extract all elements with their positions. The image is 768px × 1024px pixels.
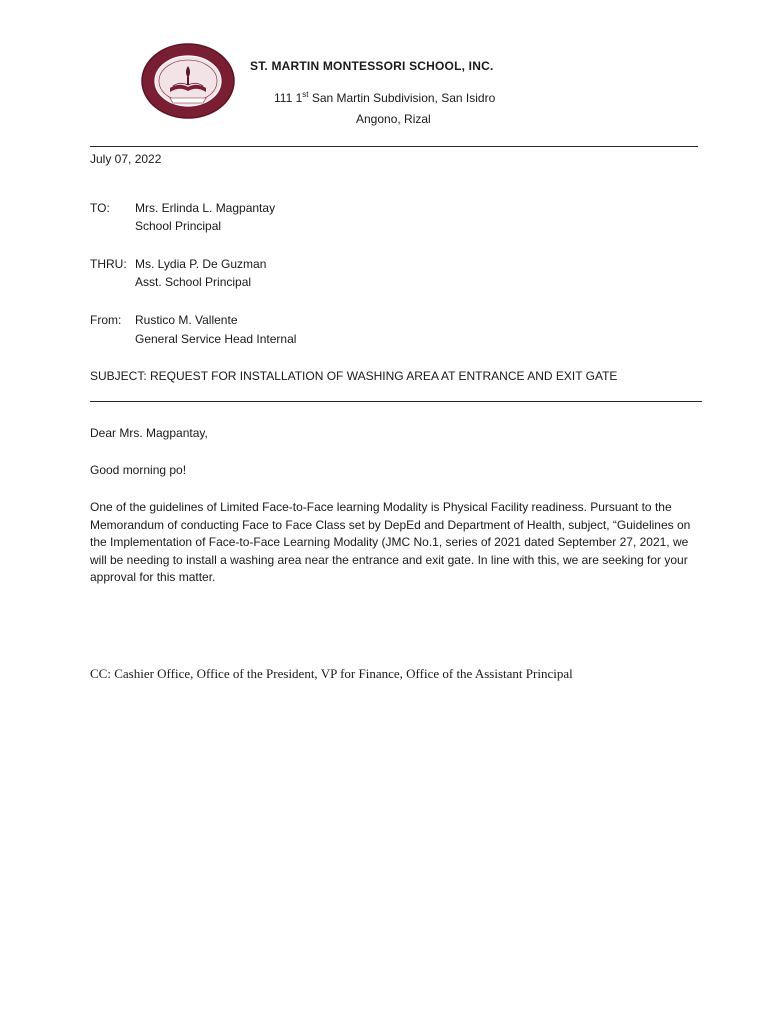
thru-label: THRU: (90, 257, 127, 271)
school-seal-logo (140, 42, 236, 120)
from-label: From: (90, 313, 122, 327)
address-line-1 (274, 90, 495, 106)
body-paragraph: One of the guidelines of Limited Face-to-Face learning Modality is Physical Facility readiness. Pursuant to the Memorandum of conducting Face to Face Class set by DepEd and Department of Health, subject, “Guidelines on the Implementation of Face-to-Face Learning Modality (JMC No.1, series of 2021 dated September 27, 2021, we will be needing to install a washing area near the entrance and exit gate. In line with this, we are seeking for your approval for this matter. (90, 500, 691, 585)
from-name: Rustico M. Vallente (135, 313, 238, 327)
to-label: TO: (90, 201, 110, 215)
address-superscript: st (302, 90, 309, 99)
to-title: School Principal (135, 219, 222, 233)
thru-name: Ms. Lydia P. De Guzman (135, 257, 267, 271)
thru-title: Asst. School Principal (135, 275, 252, 289)
school-name: ST. MARTIN MONTESSORI SCHOOL, INC. (250, 59, 494, 73)
from-title: General Service Head Internal (135, 332, 297, 346)
subject-line: SUBJECT: REQUEST FOR INSTALLATION OF WASHING AREA AT ENTRANCE AND EXIT GATE (90, 369, 618, 383)
subject-divider (90, 401, 702, 402)
greeting: Good morning po! (90, 463, 187, 477)
address-number: 111 1 (274, 91, 303, 105)
to-name: Mrs. Erlinda L. Magpantay (135, 201, 276, 215)
salutation: Dear Mrs. Magpantay, (90, 426, 208, 440)
letter-date: July 07, 2022 (90, 152, 162, 166)
header-divider (90, 146, 698, 147)
cc-line: CC: Cashier Office, Office of the President, VP for Finance, Office of the Assistant Principal (90, 666, 573, 681)
address-street: San Martin Subdivision, San Isidro (308, 91, 496, 105)
address-line-2: Angono, Rizal (356, 112, 431, 126)
